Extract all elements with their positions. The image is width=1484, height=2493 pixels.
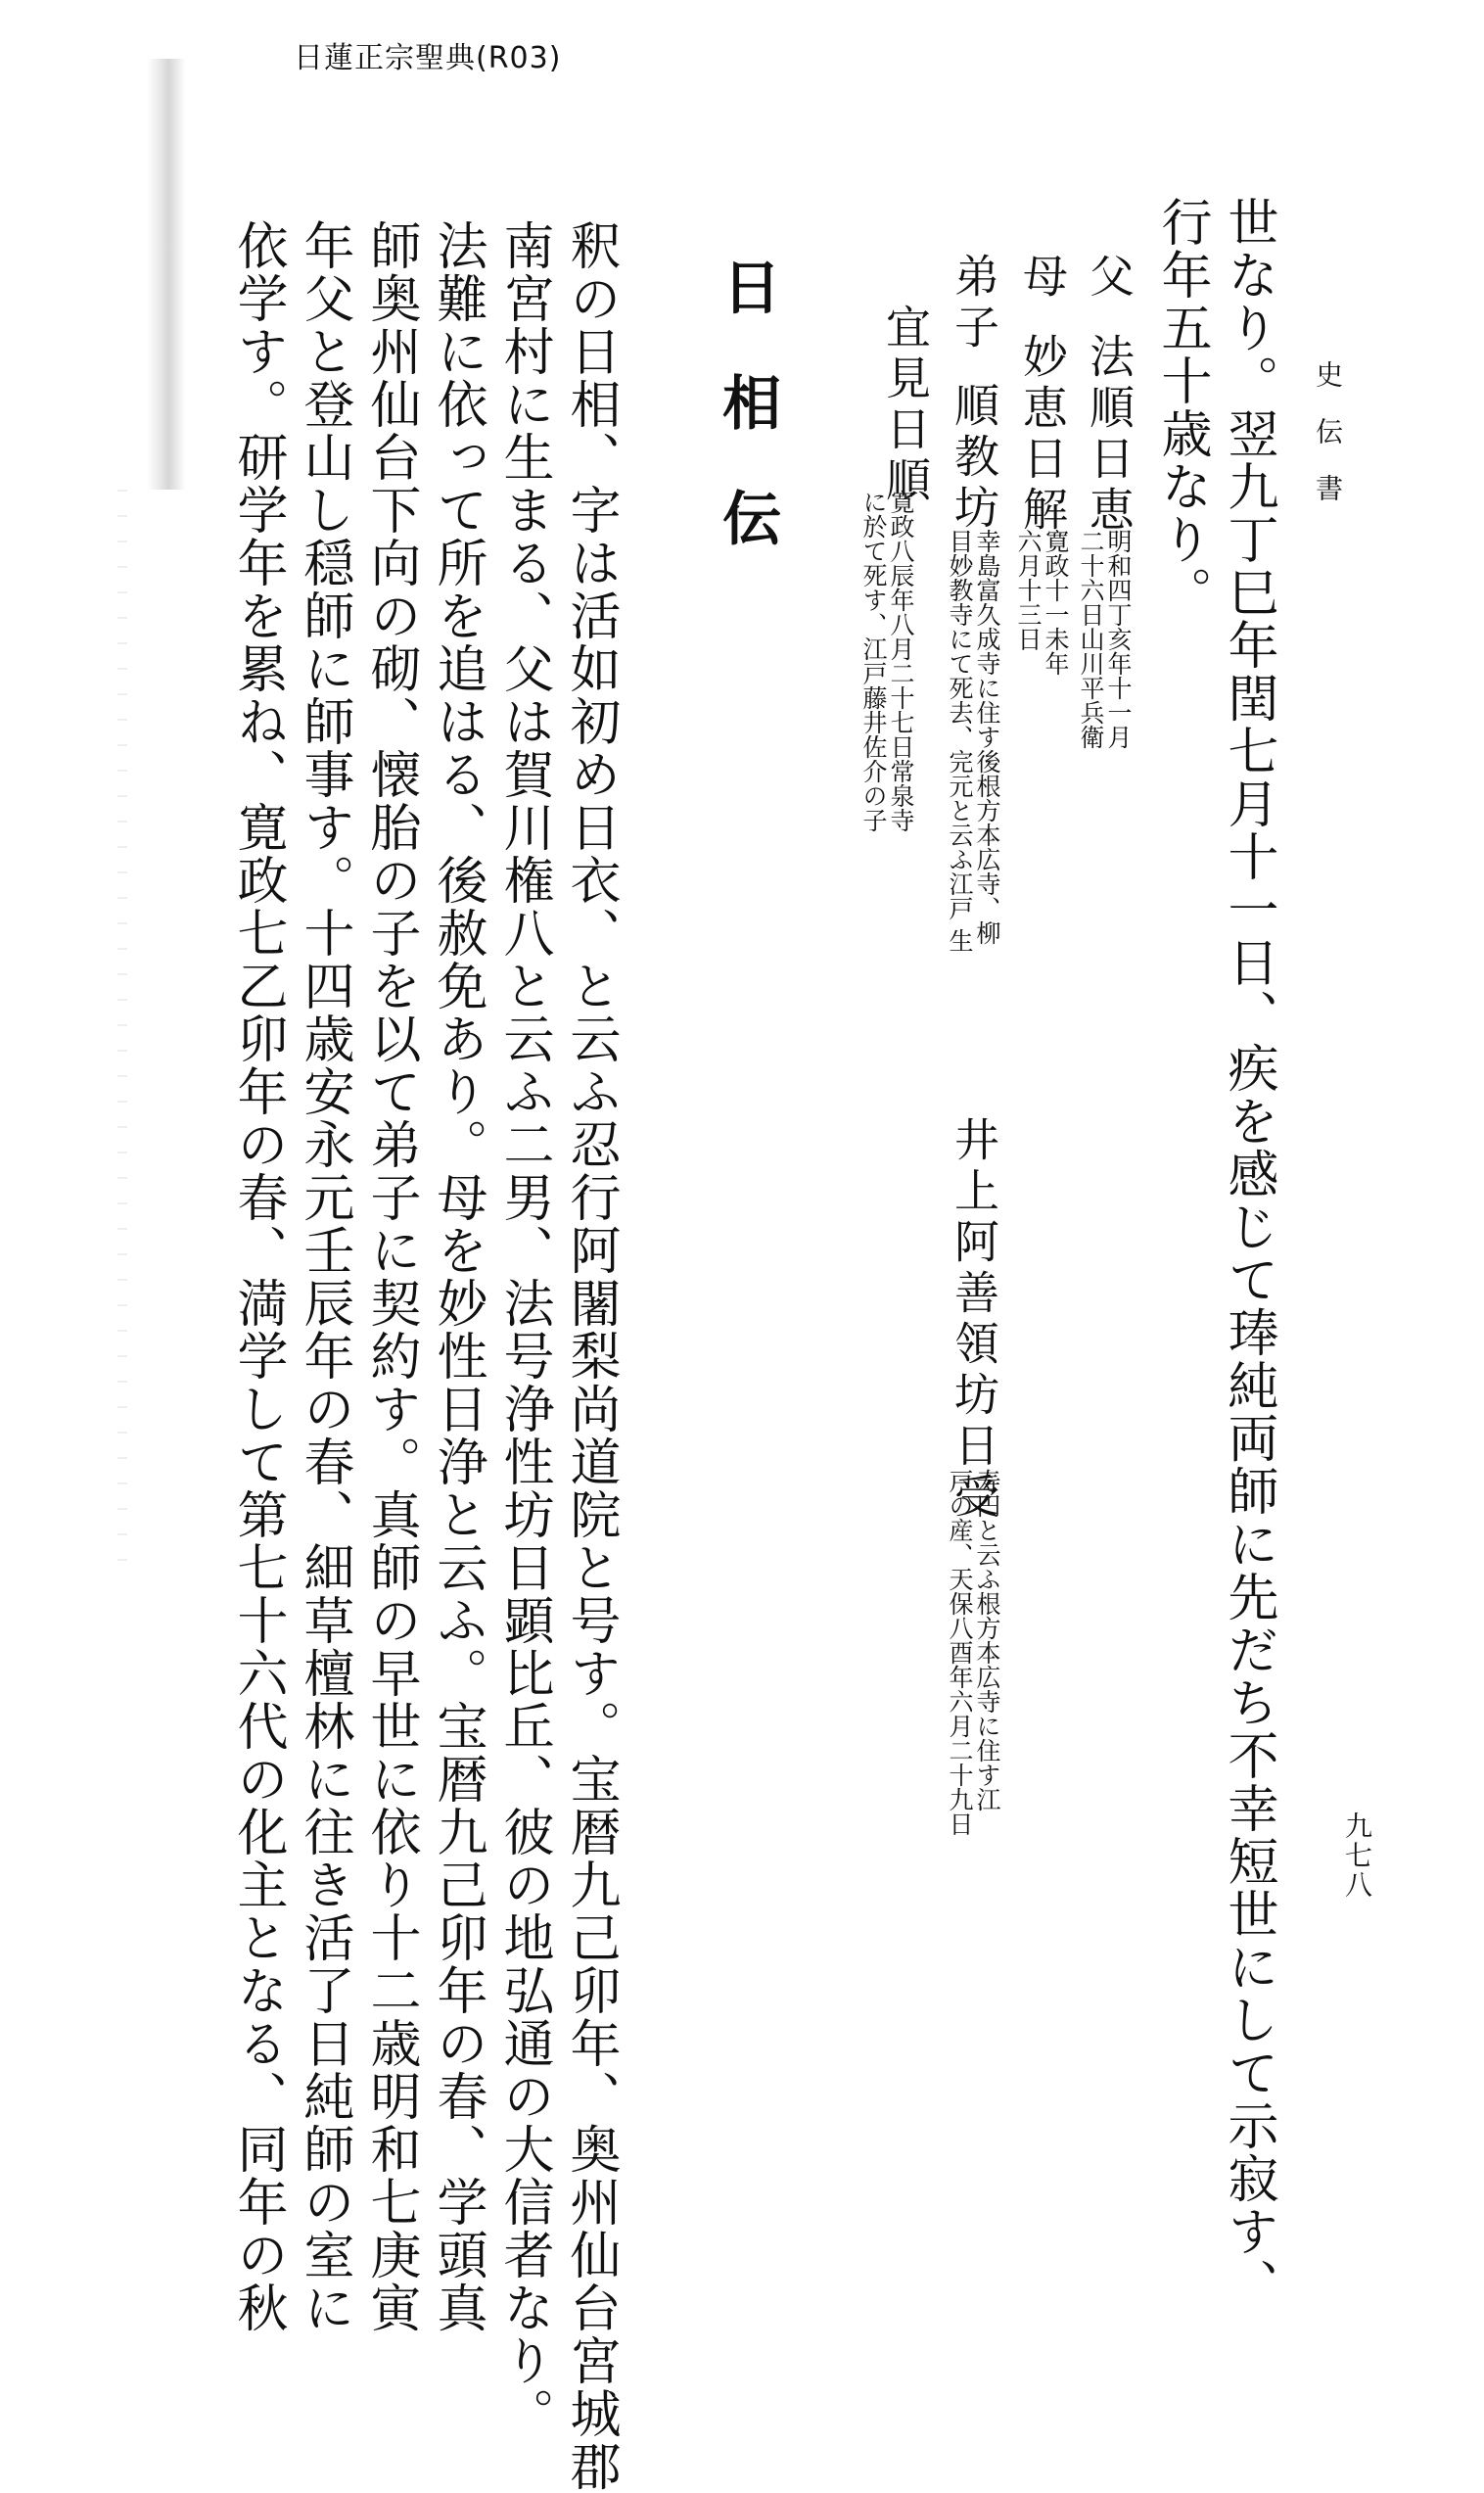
chapter-title: 日相伝 — [713, 257, 781, 603]
body-line-1: 釈の日相、字は活如初め日衣、と云ふ忍行阿闍梨尚道院と号す。宝暦九己卯年、奥州仙台宮城郡 — [561, 219, 620, 2493]
father-label: 父 — [1083, 253, 1136, 304]
disciple-2-note-1: 寿円と云ふ根方本広寺に住す江 — [973, 1469, 1001, 1811]
page-number: 九七八 — [1341, 1811, 1373, 1900]
disciple-3-note-2: に於て死す、江戸藤井佐介の子 — [859, 490, 888, 832]
body-line-2: 南宮村に生まる、父は賀川権八と云ふ二男、法号浄性坊日顕比丘、彼の地弘通の大信者なり。 — [494, 219, 553, 2440]
body-line-3: 法難に依って所を追はる、後赦免あり。母を妙性日浄と云ふ。宝暦九己卯年の春、学頭真 — [428, 219, 487, 2334]
body-line-5: 年父と登山し穏師に師事す。十四歳安永元壬辰年の春、細草檀林に往き活了日純師の室に — [295, 219, 353, 2334]
scan-binding-dots — [117, 490, 127, 1567]
disciples-label: 弟子 — [948, 253, 1000, 354]
scan-shadow — [147, 59, 186, 490]
header-title: 日蓮正宗聖典(R03) — [294, 41, 562, 75]
previous-text-line-1: 世なり。翌九丁巳年閏七月十一日、疾を感じて琫純両師に先だち不幸短世にして示寂す、 — [1219, 196, 1277, 2311]
body-line-4: 師奥州仙台下向の砌、懐胎の子を以て弟子に契約す。真師の早世に依り十二歳明和七庚寅 — [361, 219, 420, 2334]
mother-name: 妙恵日解 — [1016, 333, 1069, 537]
disciple-1-note-1: 幸島富久成寺に住す後根方本広寺、柳 — [973, 529, 1001, 945]
father-note-2: 二十六日山川平兵衛 — [1077, 529, 1105, 749]
disciple-1-name: 順教坊 — [948, 382, 1000, 535]
father-name: 法順日恵 — [1083, 333, 1136, 537]
disciple-2-name: 井上阿善領坊日受 — [948, 1116, 1000, 1524]
body-line-6: 依学す。研学年を累ね、寛政七乙卯年の春、満学して第七十六代の化主となる、同年の秋 — [228, 219, 287, 2334]
book-section: 史伝書 — [1312, 360, 1344, 531]
disciple-3-name: 宜見日順 — [879, 304, 932, 507]
father-note-1: 明和四丁亥年十一月 — [1104, 529, 1133, 749]
disciple-2-note-2: 戸の産、天保八酉年六月二十九日 — [946, 1469, 974, 1836]
disciple-3-note-1: 寛政八辰年八月二十七日常泉寺 — [887, 490, 915, 832]
previous-text-line-2: 行年五十歳なり。 — [1152, 196, 1211, 619]
mother-note-1: 寛政十一未年 — [1042, 529, 1070, 676]
disciple-1-note-2: 目妙教寺にて死去、完元と云ふ江戸 生 — [946, 529, 974, 953]
mother-note-2: 六月十三日 — [1014, 529, 1043, 651]
mother-label: 母 — [1016, 253, 1069, 304]
